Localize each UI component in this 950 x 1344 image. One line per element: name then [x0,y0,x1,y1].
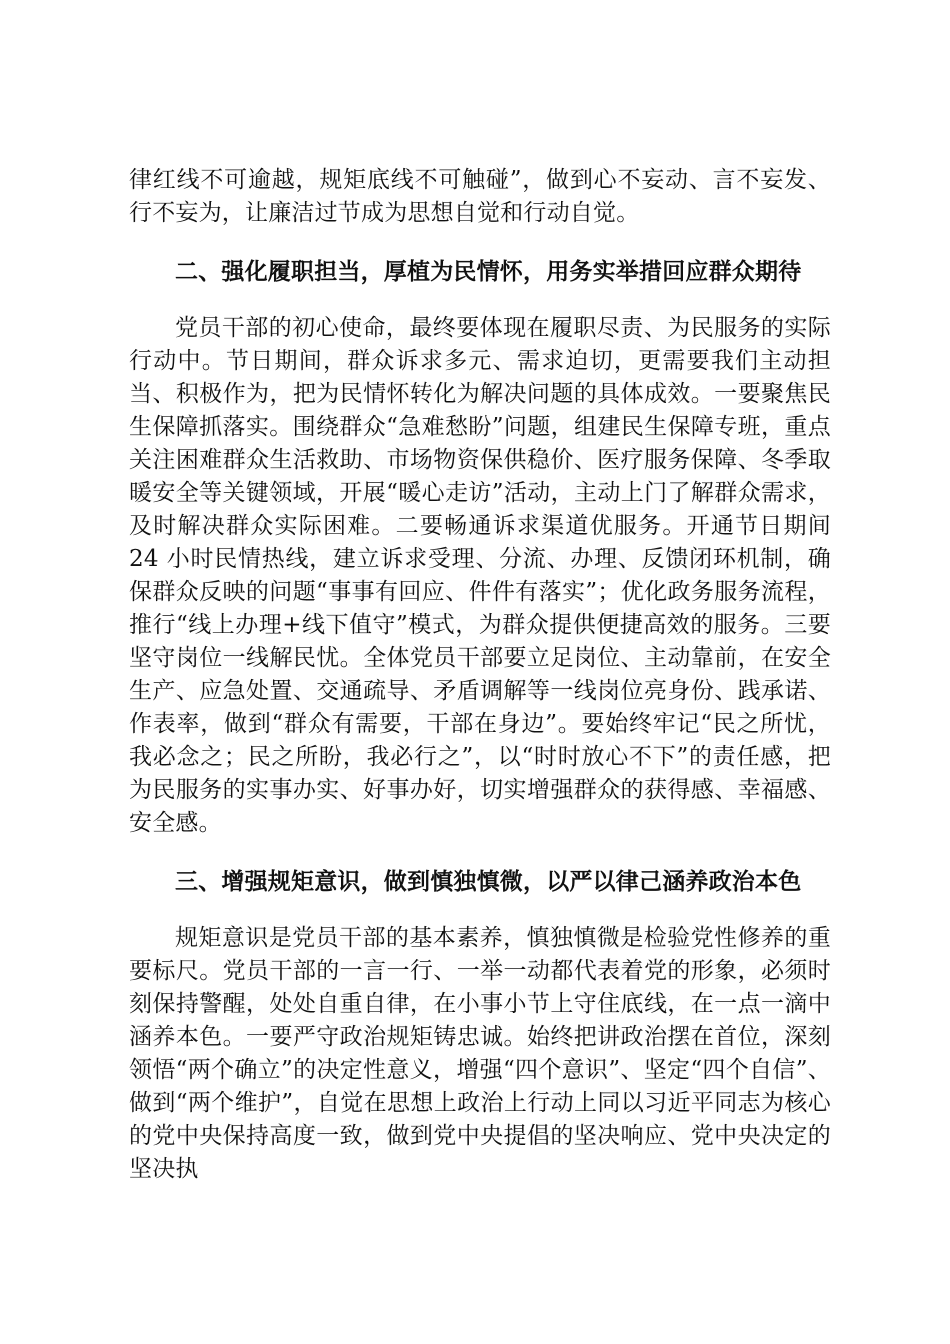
spacer [129,898,831,922]
section-2-heading: 二、强化履职担当，厚植为民情怀，用务实举措回应群众期待 [175,258,802,285]
section-3-body: 规矩意识是党员干部的基本素养，慎独慎微是检验党性修养的重要标尺。党员干部的一言一行、一举一动都代表着党的形象，必须时刻保持警醒，处处自重自律，在小事小节上守住底线，在一点一滴中涵养本色。一要严守政治规矩铸忠诚。始终把讲政治摆在首位，深刻领悟“两个确立”的决定性意义，增强“四个意识”、坚定“四个自信”、做到“两个维护”，自觉在思想上政治上行动上同以习近平同志为核心的党中央保持高度一致，做到党中央提倡的坚决响应、党中央决定的坚决执 [129,925,831,1182]
spacer [129,288,831,312]
section-2-body: 党员干部的初心使命，最终要体现在履职尽责、为民服务的实际行动中。节日期间，群众诉求多元、需求迫切，更需要我们主动担当、积极作为，把为民情怀转化为解决问题的具体成效。一要聚焦民生保障抓落实。围绕群众“急难愁盼”问题，组建民生保障专班，重点关注困难群众生活救助、市场物资保供稳价、医疗服务保障、冬季取暖安全等关键领域，开展“暖心走访”活动，主动上门了解群众需求，及时解决群众实际困难。二要畅通诉求渠道优服务。开通节日期间 24 小时民情热线，建立诉求受理、分流、办理、反馈闭环机制，确保群众反映的问题“事事有回应、件件有落实”；优化政务服务流程，推行“线上办理+线下值守”模式，为群众提供便捷高效的服务。三要坚守岗位一线解民忧。全体党员干部要立足岗位、主动靠前，在安全生产、应急处置、交通疏导、矛盾调解等一线岗位亮身份、践承诺、作表率，做到“群众有需要，干部在身边”。要始终牢记“民之所忧，我必念之；民之所盼，我必行之”，以“时时放心不下”的责任感，把为民服务的实事办实、好事办好，切实增强群众的获得感、幸福感、安全感。 [129,315,831,836]
spacer [129,840,831,865]
intro-continuation-paragraph: 律红线不可逾越，规矩底线不可触碰”，做到心不妄动、言不妄发、行不妄为，让廉洁过节成为思想自觉和行动自觉。 [129,167,831,226]
document-page [129,164,831,1186]
spacer [129,230,831,255]
section-3-heading: 三、增强规矩意识，做到慎独慎微，以严以律己涵养政治本色 [175,868,802,895]
